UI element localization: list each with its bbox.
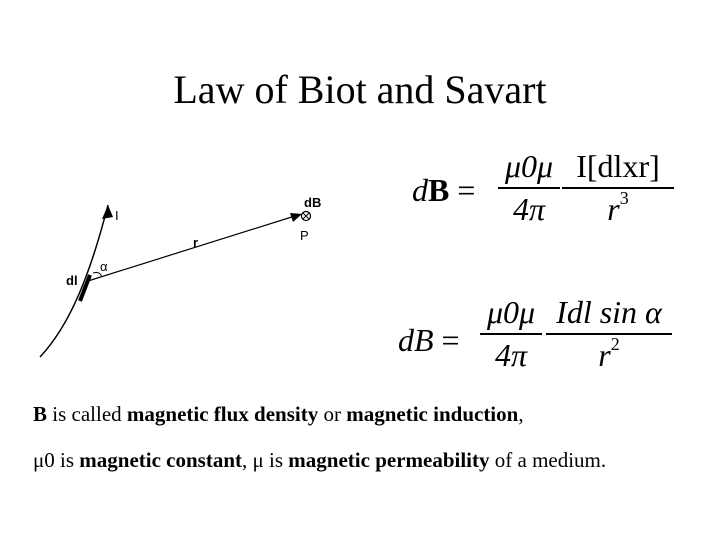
line2-magnetic-permeability: magnetic permeability xyxy=(288,448,490,472)
formula1-frac1-num: μ0μ xyxy=(504,148,554,184)
line1-text3: , xyxy=(518,402,524,426)
line2-mu0: μ0 xyxy=(33,448,55,472)
definition-line-2 xyxy=(33,448,606,473)
label-r: r xyxy=(193,235,199,250)
biot-savart-diagram xyxy=(30,185,350,375)
line2-text4: of a medium. xyxy=(489,448,607,472)
label-I: I xyxy=(115,208,119,223)
label-alpha: α xyxy=(100,259,108,274)
label-dl: dl xyxy=(66,273,78,288)
formula2-lhs xyxy=(398,322,460,359)
line2-text1: is xyxy=(54,448,80,472)
formula2-frac2-den-r: r xyxy=(598,337,611,373)
formula1-frac1 xyxy=(498,148,560,228)
formula1-frac2-den-exp: 3 xyxy=(619,188,629,208)
formula-vector xyxy=(412,148,682,248)
line1-magnetic-induction: magnetic induction xyxy=(346,402,519,426)
formula1-B: B xyxy=(428,172,450,208)
label-dB: dB xyxy=(304,195,322,210)
formula2-frac2-den-exp: 2 xyxy=(610,334,620,354)
line2-text3: is xyxy=(263,448,289,472)
formula1-frac2 xyxy=(562,148,674,228)
formula-scalar xyxy=(398,292,688,390)
current-arrow-icon xyxy=(102,205,113,219)
formula2-frac1-den: 4π xyxy=(494,337,528,373)
line1-text1: is called xyxy=(47,402,127,426)
line1-flux-density: magnetic flux density xyxy=(126,402,319,426)
formula1-equals: = xyxy=(457,172,476,208)
formula1-frac2-num: I[dlxr] xyxy=(576,148,660,184)
formula1-frac1-den: 4π xyxy=(512,191,546,227)
line2-mu: μ xyxy=(252,448,264,472)
formula1-frac2-den-r: r xyxy=(607,191,620,227)
formula2-dB: dB xyxy=(398,322,434,358)
r-arrowhead-icon xyxy=(290,213,302,222)
formula2-frac1 xyxy=(480,294,542,374)
line1-B: B xyxy=(33,402,48,426)
formula1-lhs xyxy=(412,172,475,209)
formula1-d: d xyxy=(412,172,428,208)
formula2-frac2 xyxy=(546,294,672,374)
line2-text2: , xyxy=(242,448,253,472)
formula2-frac1-num: μ0μ xyxy=(486,294,536,330)
formula2-frac2-num: Idl sin α xyxy=(556,294,662,330)
line2-magnetic-constant: magnetic constant xyxy=(79,448,243,472)
line1-text2: or xyxy=(318,402,347,426)
label-P: P xyxy=(300,228,309,243)
definition-line-1 xyxy=(33,402,524,427)
slide-title: Law of Biot and Savart xyxy=(173,67,547,112)
formula2-equals: = xyxy=(441,322,460,358)
